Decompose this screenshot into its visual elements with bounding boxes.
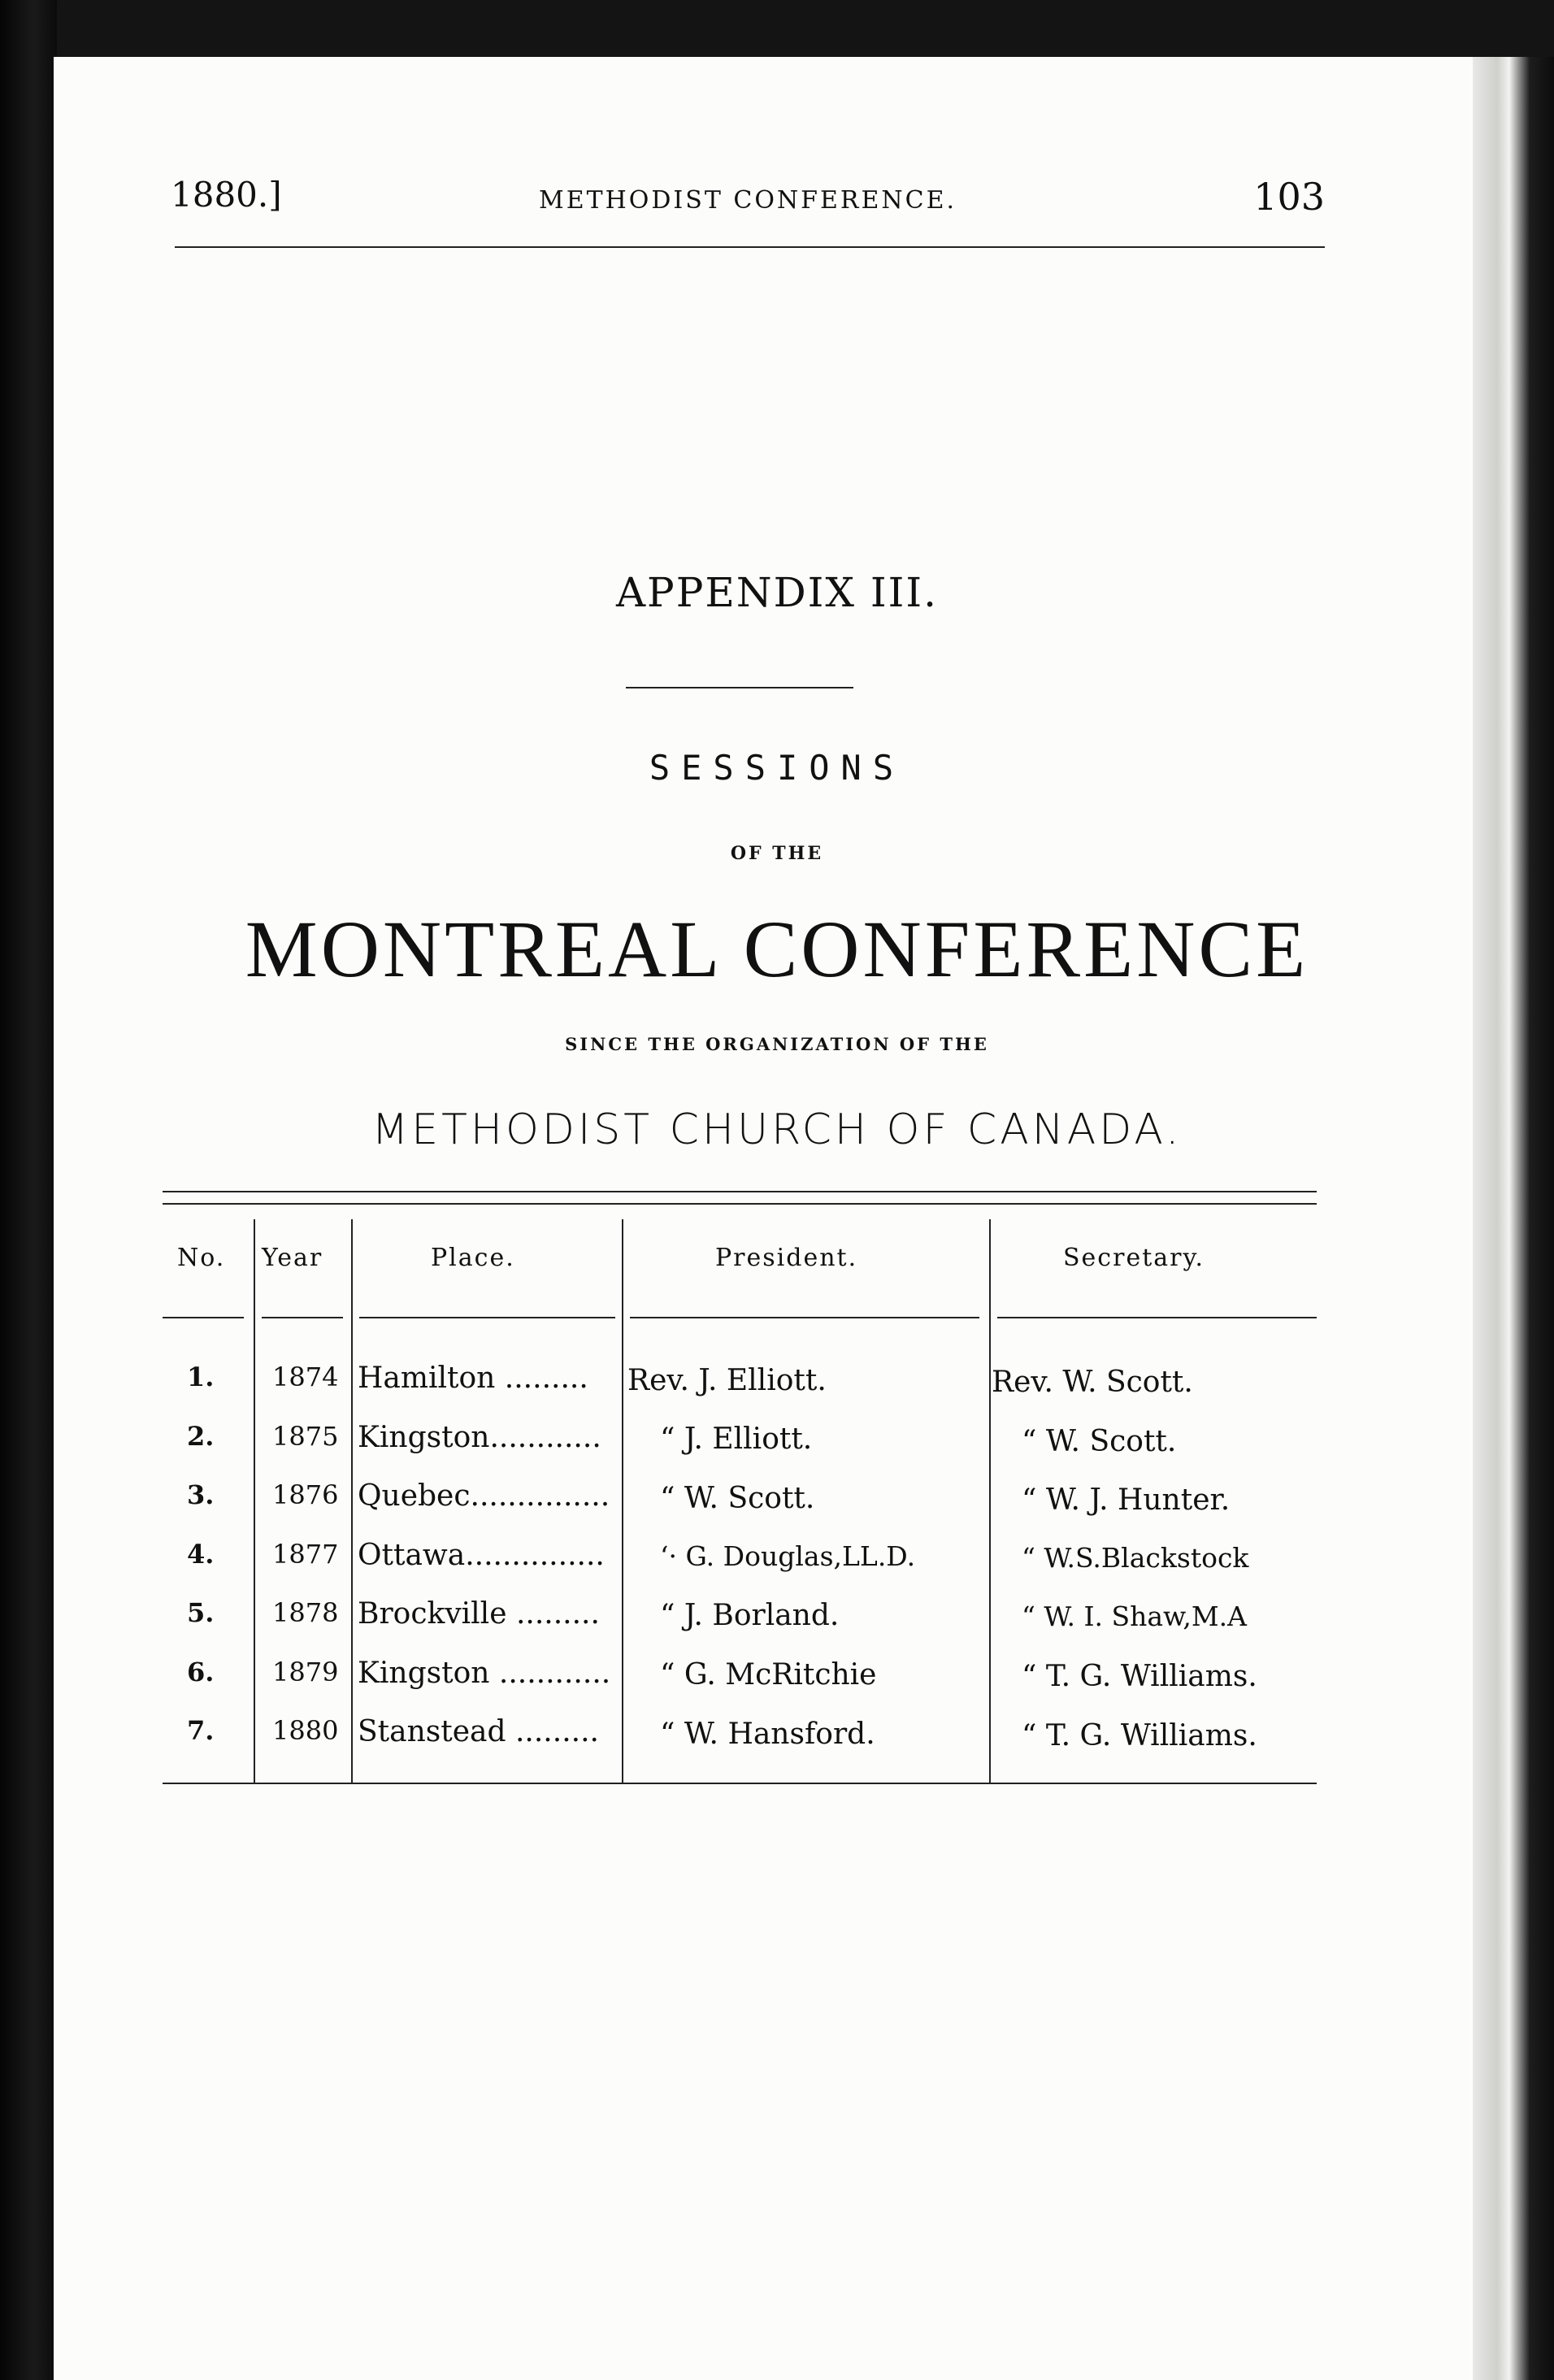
cell-place: Stanstead ......... <box>358 1715 599 1748</box>
cell-no: 7. <box>187 1715 215 1746</box>
cell-no: 1. <box>187 1362 215 1392</box>
cell-secretary: “ W.S.Blackstock <box>1022 1542 1249 1574</box>
cell-no: 4. <box>187 1539 215 1570</box>
cell-place: Quebec............... <box>358 1479 610 1513</box>
header-underline <box>163 1317 244 1318</box>
header-place: Place. <box>431 1244 515 1272</box>
cell-year: 1878 <box>272 1597 339 1628</box>
cell-year: 1875 <box>272 1421 339 1452</box>
sessions-table <box>163 1191 1317 1800</box>
cell-year: 1876 <box>272 1479 339 1510</box>
cell-place: Ottawa............... <box>358 1539 605 1572</box>
column-divider <box>622 1219 623 1784</box>
header-secretary: Secretary. <box>1063 1244 1205 1272</box>
running-head-title: METHODIST CONFERENCE. <box>538 186 957 215</box>
header-year: Year <box>262 1244 323 1272</box>
sessions-heading: SESSIONS <box>649 748 905 788</box>
header-underline <box>359 1317 615 1318</box>
header-underline <box>997 1317 1317 1318</box>
appendix-title: APPENDIX III. <box>615 569 939 616</box>
cell-president: “ G. McRitchie <box>660 1658 877 1692</box>
cell-year: 1877 <box>272 1539 339 1570</box>
cell-president: “ J. Borland. <box>660 1599 840 1632</box>
cell-president: “ J. Elliott. <box>660 1422 813 1456</box>
cell-place: Kingston............ <box>358 1421 601 1454</box>
table-bottom-rule <box>163 1783 1317 1784</box>
header-rule <box>175 246 1325 248</box>
cell-place: Brockville ......... <box>358 1597 600 1631</box>
cell-president: Rev. J. Elliott. <box>627 1364 827 1397</box>
appendix-rule <box>626 687 853 688</box>
column-divider <box>989 1219 991 1784</box>
cell-secretary: “ W. I. Shaw,M.A <box>1022 1600 1247 1632</box>
church-title: METHODIST CHURCH OF CANADA. <box>371 1105 1183 1154</box>
cell-president: “ W. Scott. <box>660 1482 815 1515</box>
cell-place: Hamilton ......... <box>358 1362 588 1395</box>
cell-no: 5. <box>187 1597 215 1628</box>
cell-no: 6. <box>187 1657 215 1687</box>
table-top-rule-2 <box>163 1203 1317 1205</box>
cell-year: 1880 <box>272 1715 339 1746</box>
column-divider <box>254 1219 255 1784</box>
cell-president: ‘· G. Douglas,LL.D. <box>660 1540 916 1572</box>
running-head <box>171 175 1325 224</box>
cell-secretary: “ W. Scott. <box>1022 1425 1177 1458</box>
cell-place: Kingston ............ <box>358 1657 611 1690</box>
cell-year: 1879 <box>272 1657 339 1687</box>
page-number: 103 <box>1253 175 1325 219</box>
of-the-line: OF THE <box>730 843 824 864</box>
cell-secretary: “ T. G. Williams. <box>1022 1719 1257 1752</box>
cell-no: 2. <box>187 1421 215 1452</box>
header-no: No. <box>177 1244 226 1272</box>
since-line: SINCE THE ORGANIZATION OF THE <box>565 1034 989 1054</box>
conference-title: MONTREAL CONFERENCE <box>245 904 1309 994</box>
page-right-edge <box>1473 57 1554 2380</box>
header-underline <box>630 1317 979 1318</box>
cell-secretary: Rev. W. Scott. <box>992 1366 1193 1399</box>
cell-secretary: “ W. J. Hunter. <box>1022 1483 1231 1517</box>
header-underline <box>262 1317 343 1318</box>
header-president: President. <box>715 1244 858 1272</box>
cell-no: 3. <box>187 1479 215 1510</box>
cell-secretary: “ T. G. Williams. <box>1022 1660 1257 1693</box>
column-divider <box>351 1219 353 1784</box>
cell-president: “ W. Hansford. <box>660 1718 875 1751</box>
running-head-year: 1880.] <box>171 175 282 215</box>
table-top-rule <box>163 1191 1317 1192</box>
scan-left-edge <box>0 0 57 2380</box>
cell-year: 1874 <box>272 1362 339 1392</box>
